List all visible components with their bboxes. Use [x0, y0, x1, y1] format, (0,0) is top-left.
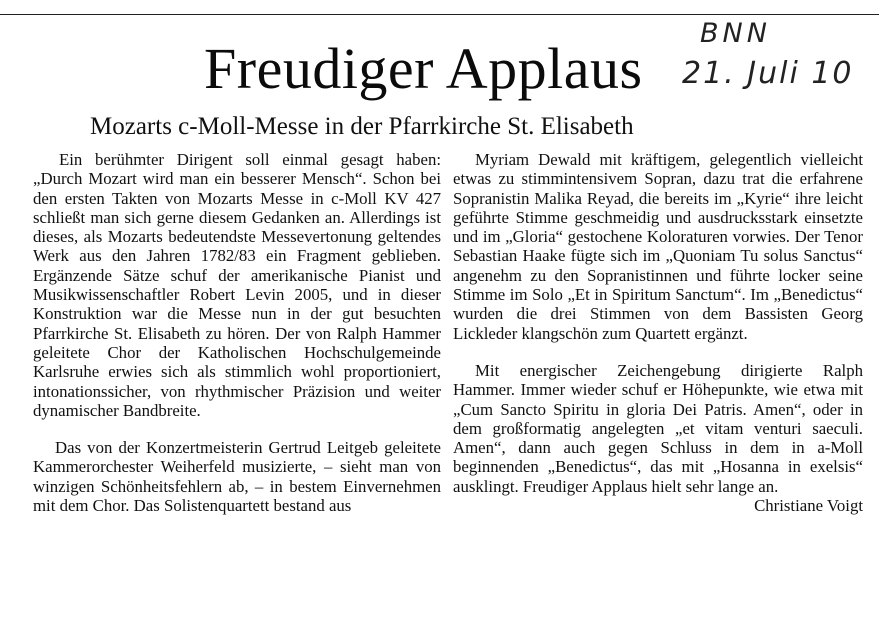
handwritten-source: BNN	[700, 18, 771, 49]
left-column	[33, 150, 441, 515]
top-rule	[0, 14, 879, 15]
headline: Freudiger Applaus	[204, 36, 643, 101]
handwritten-note	[682, 18, 872, 98]
paragraph: Myriam Dewald mit kräftigem, gelegentlich vielleicht etwas zu stimmintensivem Sopran, dazu trat die erfahrene Sopranistin Malika Reyad, die bereits im „Kyrie“ ihre leicht geführte Stimme geschmeidig und ausdrucksstark einsetzte und im „Gloria“ gestochene Koloraturen vorwies. Der Tenor Sebastian Haake fügte sich im „Quoniam Tu solus Sanctus“ angenehm zu den Sopranistinnen und führte locker seine Stimme im Solo „Et in Spiritum Sanctum“. Im „Benedictus“ wurden die drei Stimmen von dem Bassisten Georg Lickleder klangschön zum Quartett ergänzt.	[453, 150, 863, 343]
author-byline: Christiane Voigt	[754, 496, 863, 516]
right-column	[453, 150, 863, 515]
subtitle: Mozarts c-Moll-Messe in der Pfarrkirche St. Elisabeth	[90, 113, 634, 140]
paragraph	[453, 360, 863, 516]
paragraph-text: Mit energischer Zeichengebung dirigierte Ralph Hammer. Immer wieder schuf er Höhepunkte, wie etwa mit „Cum Sancto Spiritu in gloria Dei Patris. Amen“, oder in dem großformatig angelegten „et vitam venturi saeculi. Amen“, dann auch gegen Schluss in dem in a-Moll beginnenden „Benedictus“, das mit „Hosanna in exelsis“ ausklingt. Freudiger Applaus hielt sehr lange an.	[453, 360, 863, 496]
paragraph: Das von der Konzertmeisterin Gertrud Leitgeb geleitete Kammerorchester Weiherfeld musizierte, – sieht man von winzigen Schönheitsfehlern ab, – in bestem Einvernehmen mit dem Chor. Das Solistenquartett bestand aus	[33, 438, 441, 516]
paragraph: Ein berühmter Dirigent soll einmal gesagt haben: „Durch Mozart wird man ein besserer Mensch“. Schon bei den ersten Takten von Mozarts Messe in c-Moll KV 427 schließt man sich gerne diesem Gedanken an. Allerdings ist dieses, als Mozarts bedeutendste Messevertonung geltendes Werk aus den Jahren 1782/83 ein Fragment geblieben. Ergänzende Sätze schuf der amerikanische Pianist und Musikwissenschaftler Robert Levin 2005, und in dieser Konstruktion war die Messe nun in der gut besuchten Pfarrkirche St. Elisabeth zu hören. Der von Ralph Hammer geleitete Chor der Katholischen Hochschulgemeinde Karlsruhe erwies sich als stimmlich wohl proportioniert, intonationssicher, von rhythmischer Präzision und weiter dynamischer Bandbreite.	[33, 150, 441, 420]
handwritten-date: 21. Juli 10	[682, 56, 854, 91]
